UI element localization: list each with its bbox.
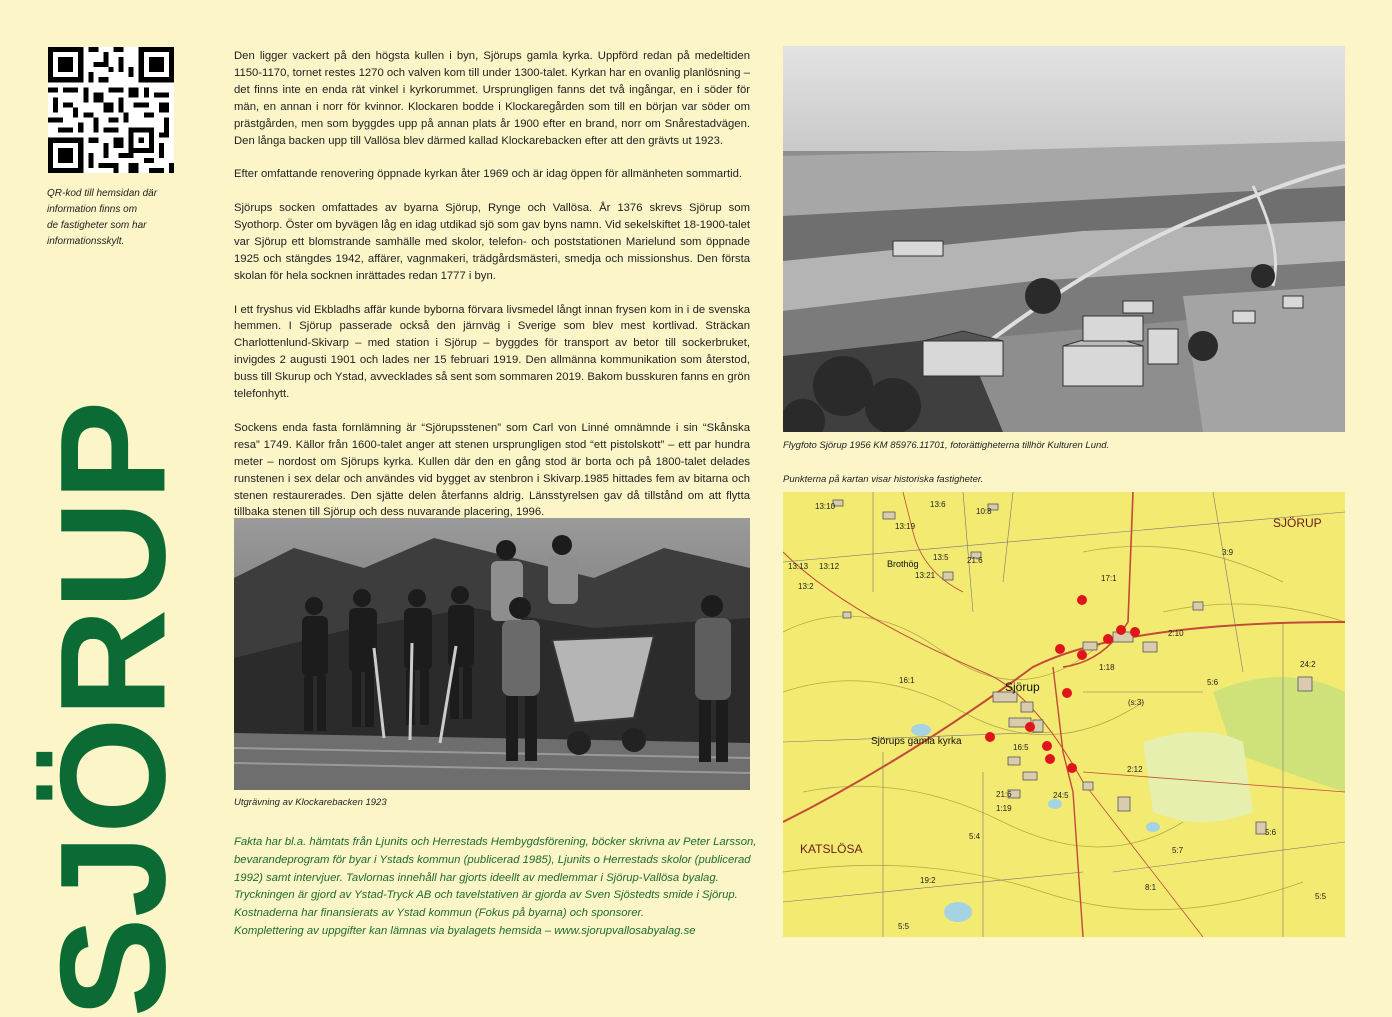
parcel-label: 5:6 xyxy=(1265,828,1277,837)
parcel-label: 24:5 xyxy=(1053,791,1069,800)
credits xyxy=(234,834,774,941)
parcel-label: 1:18 xyxy=(1099,663,1115,672)
parcel-label: 2:12 xyxy=(1127,765,1143,774)
credits-line: bevarandeprogram för byar i Ystads kommun (publicerad 1985), Ljunits o Herrestads skolor (publicerad xyxy=(234,853,751,866)
parcel-label: 24:2 xyxy=(1300,660,1316,669)
qr-caption-line: de fastigheter som har xyxy=(47,220,147,231)
map-label-katslosa: KATSLÖSA xyxy=(800,842,863,856)
credits-line: 1992) samt intervjuer. Tavlornas innehåll har gjorts ideellt av medlemmar i Sjörup-Vallösa byalag. xyxy=(234,871,719,884)
paragraph-runestone: Sockens enda fasta fornlämning är “Sjörupsstenen” som Carl von Linné omnämnde i sin “Skånska resa” 1749. Källor från 1600-talet anger att stenen ursprungligen stod “ett pistolskott” – ett par hundra meter – nordost om Sjörups kyrka. Kullen där den en gång stod är borta och på 1800-talet delades runstenen i sex delar och användes vid bygget av stenbron i Skivarp.1985 hittades fem av bitarna och stenen restaurerades. Den sjätte delen återfanns aldrig. Länsstyrelsen gav då tillstånd om att flytta tillbaka stenen till Sjörup och dess nuvarande placering, 1996. xyxy=(234,421,750,519)
paragraph-church: Den ligger vackert på den högsta kullen i byn, Sjörups gamla kyrka. Uppförd redan på medeltiden 1150-1170, tornet restes 1270 och valven kom till under 1300-talet. Kyrkan har en ovanlig planlösning – det finns inte en enda rät vinkel i kyrkorummet. Ursprungligen fanns det två ingångar, en i söder för män, en annan i norr för kvinnor. Klockaren bodde i Klockaregården som till en början var söder om prästgården, men som byggdes upp på annan plats år 1900 efter en brand, norr om Snårestadvägen. Den långa backen upp till Vallösa blev därmed kallad Klockarebacken efter att den grävts ut 1923. xyxy=(234,50,750,147)
qr-code[interactable] xyxy=(48,47,174,173)
parcel-label: 13:12 xyxy=(819,562,840,571)
parcel-label: 13:19 xyxy=(895,522,916,531)
paragraph-renovation: Efter omfattande renovering öppnade kyrkan åter 1969 och är idag öppen för allmänheten sommartid. xyxy=(234,168,743,181)
article-body xyxy=(234,48,750,538)
parcel-label: 10:8 xyxy=(976,507,992,516)
qr-caption-line: information finns om xyxy=(47,204,138,215)
paragraph-parish: Sjörups socken omfattades av byarna Sjörup, Rynge och Vallösa. År 1376 skrevs Sjörup som Syothorp. Öster om byvägen låg en idag utdikad sjö som gav byns namn. Vid sekelskiftet 18-1900-talet var Sjörup ett blomstrande samhälle med skolor, telefon- och poststationen Marielund som öppnade 1925 och stängdes 1942, affärer, vagnmakeri, trädgårdsmästeri, smedja och missionshus. Den första skolan för hela socknen inrättades redan 1777 i byn. xyxy=(234,202,750,282)
credits-line: Tryckningen är gjord av Ystad-Tryck AB och tavelstativen är gjorda av Sven Sjöstedts smide i Sjörup. xyxy=(234,889,738,902)
parcel-label: 5:5 xyxy=(1315,892,1327,901)
parcel-label: 13:21 xyxy=(915,571,936,580)
parcel-label: 16:5 xyxy=(1013,743,1029,752)
paragraph-railway: I ett fryshus vid Ekbladhs affär kunde byborna förvara livsmedel långt innan frysen kom in i de svenska hemmen. I Sjörup passerade också den järnväg i Sverige som blev mest kortlivad. Sträckan Charlottenlund-Skivarp – med station i Sjörup – byggdes för transport av betor till sockerbruket, invigdes 2 augusti 1901 och lades ner 15 februari 1919. Den allmänna kommunikation som återstod, buss till Skurup och Ystad, avvecklades så sent som sommaren 2019. Bakom busskuren fanns en grön telefonhytt. xyxy=(234,303,750,401)
parcel-label: 2:10 xyxy=(1168,629,1184,638)
qr-caption-line: QR-kod till hemsidan där xyxy=(47,188,158,199)
parcel-label: 5:5 xyxy=(898,922,910,931)
parcel-label: 13:5 xyxy=(933,553,949,562)
parcel-label: 1:19 xyxy=(996,804,1012,813)
map-label-sjorup-town: Sjörup xyxy=(1005,680,1040,694)
credits-line: Komplettering av uppgifter kan lämnas via byalagets hemsida – www.sjorupvallosabyalag.se xyxy=(234,924,696,937)
parcel-label: 16:1 xyxy=(899,676,915,685)
qr-caption xyxy=(47,186,187,250)
parcel-label: 5:4 xyxy=(969,832,981,841)
parcel-label: 17:1 xyxy=(1101,574,1117,583)
map-label-brothog: Brothög xyxy=(887,559,919,569)
parcel-label: 13:2 xyxy=(798,582,814,591)
village-map xyxy=(783,492,1345,937)
parcel-label: 8:1 xyxy=(1145,883,1157,892)
excavation-photo xyxy=(234,518,750,790)
parcel-label: 13:13 xyxy=(788,562,809,571)
parcel-label: 13:10 xyxy=(815,502,836,511)
credits-line: Kostnaderna har finansierats av Ystad kommun (Fokus på byarna) och sponsorer. xyxy=(234,907,645,920)
aerial-caption: Flygfoto Sjörup 1956 KM 85976.11701, fotorättigheterna tillhör Kulturen Lund. xyxy=(783,440,1110,451)
parcel-label: 5:7 xyxy=(1172,846,1184,855)
parcel-label: 19:2 xyxy=(920,876,936,885)
map-label-sjorup-region: SJÖRUP xyxy=(1273,516,1322,530)
page-title-text: SJÖRUP xyxy=(28,400,197,1017)
photo-caption: Utgrävning av Klockarebacken 1923 xyxy=(234,797,387,808)
parcel-label: 21:6 xyxy=(967,556,983,565)
parcel-label: 13:6 xyxy=(930,500,946,509)
parcel-label: (s:3) xyxy=(1128,698,1144,707)
parcel-label: 5:6 xyxy=(1207,678,1219,687)
map-caption: Punkterna på kartan visar historiska fastigheter. xyxy=(783,474,984,485)
parcel-label: 21:6 xyxy=(996,790,1012,799)
parcel-label: 3:9 xyxy=(1222,548,1234,557)
credits-line: Fakta har bl.a. hämtats från Ljunits och Herrestads Hembygdsförening, böcker skrivna av Peter Larsson, xyxy=(234,836,757,848)
aerial-photo xyxy=(783,46,1345,432)
map-label-church: Sjörups gamla kyrka xyxy=(871,736,962,747)
page-title xyxy=(28,400,197,1017)
qr-caption-line: informationsskylt. xyxy=(47,236,125,247)
